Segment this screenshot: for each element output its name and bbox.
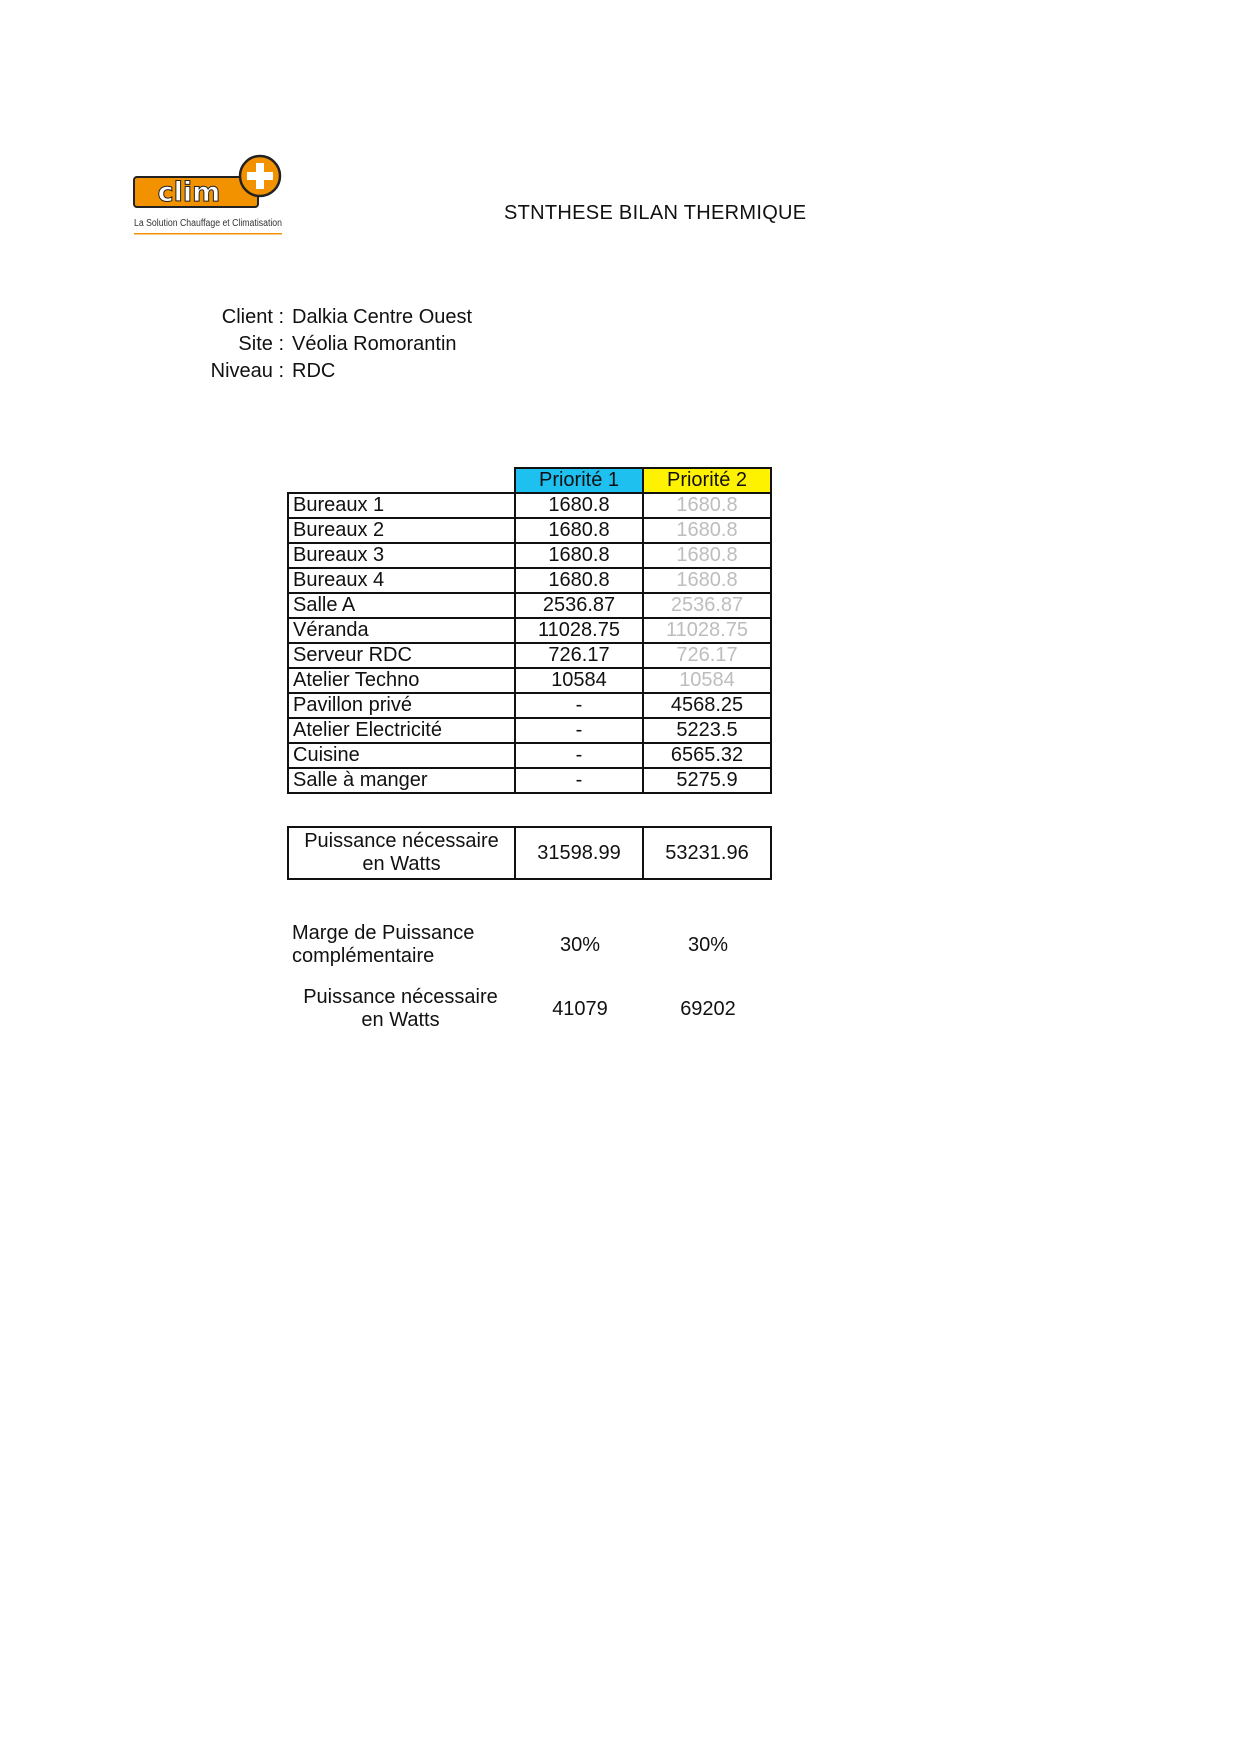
priority1-value: - bbox=[515, 693, 643, 718]
priority1-value: 1680.8 bbox=[515, 568, 643, 593]
room-label: Pavillon privé bbox=[288, 693, 515, 718]
room-label: Cuisine bbox=[288, 743, 515, 768]
final-priority2: 69202 bbox=[680, 998, 736, 1020]
priority1-value: - bbox=[515, 743, 643, 768]
document-title: STNTHESE BILAN THERMIQUE bbox=[504, 202, 807, 224]
priority2-value: 1680.8 bbox=[643, 518, 771, 543]
niveau-value: RDC bbox=[292, 360, 336, 382]
header-priorite-2: Priorité 2 bbox=[643, 468, 771, 493]
table-row bbox=[288, 693, 771, 718]
total-label-line2: en Watts bbox=[362, 853, 441, 875]
rooms-table bbox=[287, 467, 772, 794]
room-label: Atelier Techno bbox=[288, 668, 515, 693]
table-row bbox=[288, 593, 771, 618]
priority1-value: - bbox=[515, 718, 643, 743]
marge-priority1: 30% bbox=[559, 934, 601, 956]
priority2-value: 5275.9 bbox=[643, 768, 771, 793]
marge-priority2: 30% bbox=[687, 934, 729, 956]
final-label-line1: Puissance nécessaire bbox=[303, 986, 498, 1008]
room-label: Atelier Electricité bbox=[288, 718, 515, 743]
room-label: Bureaux 2 bbox=[288, 518, 515, 543]
niveau-label: Niveau : bbox=[210, 360, 284, 382]
site-label: Site : bbox=[238, 333, 284, 355]
total-label-line1: Puissance nécessaire bbox=[304, 830, 499, 852]
priority2-value: 2536.87 bbox=[643, 593, 771, 618]
total-priority2: 53231.96 bbox=[643, 827, 771, 879]
table-row bbox=[288, 743, 771, 768]
priority2-value: 1680.8 bbox=[643, 543, 771, 568]
priority2-value: 1680.8 bbox=[643, 493, 771, 518]
room-label: Véranda bbox=[288, 618, 515, 643]
table-row bbox=[288, 718, 771, 743]
priority2-value: 11028.75 bbox=[643, 618, 771, 643]
table-row bbox=[288, 568, 771, 593]
room-label: Salle à manger bbox=[288, 768, 515, 793]
client-label: Client : bbox=[221, 306, 284, 328]
table-row bbox=[288, 643, 771, 668]
priority2-value: 5223.5 bbox=[643, 718, 771, 743]
total-label bbox=[288, 827, 515, 879]
marge-label-line2: complémentaire bbox=[292, 945, 435, 967]
marge-label-line1: Marge de Puissance bbox=[292, 922, 475, 944]
final-label-line2: en Watts bbox=[361, 1009, 440, 1031]
client-value: Dalkia Centre Ouest bbox=[292, 306, 473, 328]
info-labels bbox=[180, 304, 284, 385]
priority1-value: 1680.8 bbox=[515, 543, 643, 568]
room-label: Serveur RDC bbox=[288, 643, 515, 668]
priority2-value: 6565.32 bbox=[643, 743, 771, 768]
room-label: Bureaux 1 bbox=[288, 493, 515, 518]
table-row bbox=[288, 768, 771, 793]
priority1-value: 726.17 bbox=[515, 643, 643, 668]
final-priority1: 41079 bbox=[552, 998, 608, 1020]
priority1-value: 1680.8 bbox=[515, 493, 643, 518]
priority2-value: 1680.8 bbox=[643, 568, 771, 593]
priority2-value: 726.17 bbox=[643, 643, 771, 668]
logo-brand: clim bbox=[157, 177, 221, 208]
marge-label bbox=[292, 922, 474, 968]
header-priorite-1: Priorité 1 bbox=[515, 468, 643, 493]
table-row bbox=[288, 618, 771, 643]
table-row bbox=[288, 543, 771, 568]
priority1-value: 1680.8 bbox=[515, 518, 643, 543]
table-row bbox=[288, 668, 771, 693]
priority1-value: 2536.87 bbox=[515, 593, 643, 618]
priority1-value: 10584 bbox=[515, 668, 643, 693]
total-priority1: 31598.99 bbox=[515, 827, 643, 879]
priority2-value: 4568.25 bbox=[643, 693, 771, 718]
room-label: Bureaux 4 bbox=[288, 568, 515, 593]
table-header-row bbox=[288, 468, 771, 493]
site-value: Véolia Romorantin bbox=[292, 333, 457, 355]
total-table bbox=[287, 826, 772, 880]
priority1-value: 11028.75 bbox=[515, 618, 643, 643]
priority2-value: 10584 bbox=[643, 668, 771, 693]
logo-tagline: La Solution Chauffage et Climatisation bbox=[134, 218, 282, 229]
info-values bbox=[292, 304, 472, 385]
table-row bbox=[288, 493, 771, 518]
room-label: Salle A bbox=[288, 593, 515, 618]
clim-logo bbox=[133, 150, 285, 240]
priority1-value: - bbox=[515, 768, 643, 793]
table-row bbox=[288, 518, 771, 543]
total-row bbox=[288, 827, 771, 879]
final-label bbox=[287, 986, 514, 1032]
room-label: Bureaux 3 bbox=[288, 543, 515, 568]
